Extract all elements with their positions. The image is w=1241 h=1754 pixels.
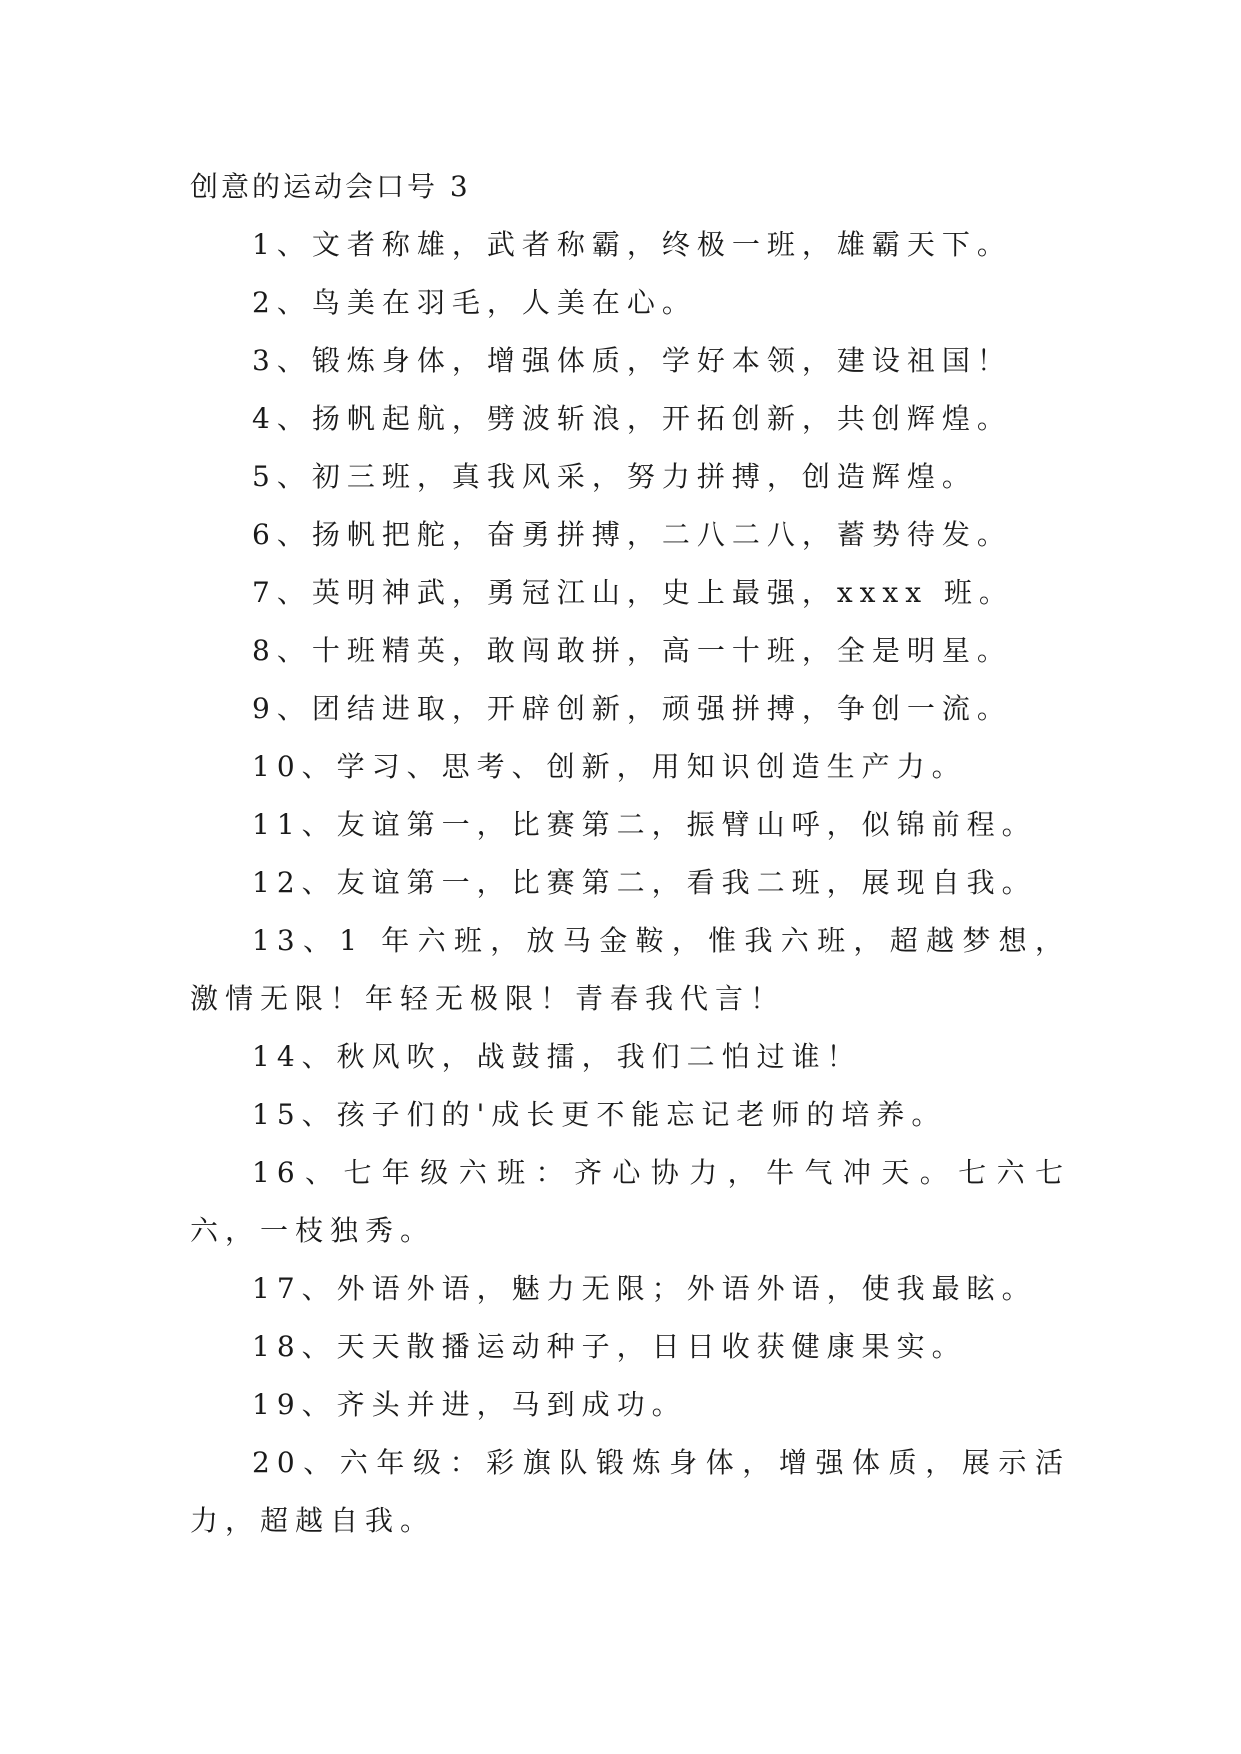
slogan-paragraph: 11、友谊第一，比赛第二，振臂山呼，似锦前程。 bbox=[252, 808, 1037, 841]
slogan-paragraph: 1、文者称雄，武者称霸，终极一班，雄霸天下。 bbox=[252, 228, 1012, 261]
slogan-paragraph: 5、初三班，真我风采，努力拼搏，创造辉煌。 bbox=[252, 460, 977, 493]
slogan-paragraph: 2、鸟美在羽毛，人美在心。 bbox=[252, 286, 697, 319]
slogan-paragraph: 18、天天散播运动种子，日日收获健康果实。 bbox=[252, 1330, 967, 1363]
slogan-paragraph: 10、学习、思考、创新，用知识创造生产力。 bbox=[252, 750, 967, 783]
document-title: 创意的运动会口号 3 bbox=[190, 170, 471, 203]
slogan-paragraph: 13、1 年六班，放马金鞍，惟我六班，超越梦想，激情无限！年轻无极限！青春我代言！ bbox=[190, 924, 1070, 1015]
slogan-paragraph: 15、孩子们的'成长更不能忘记老师的培养。 bbox=[252, 1098, 947, 1131]
slogan-paragraph: 17、外语外语，魅力无限；外语外语，使我最眩。 bbox=[252, 1272, 1037, 1305]
slogan-paragraph: 16、七年级六班：齐心协力，牛气冲天。七六七六，一枝独秀。 bbox=[190, 1156, 1070, 1247]
slogan-paragraph: 8、十班精英，敢闯敢拼，高一十班，全是明星。 bbox=[252, 634, 1012, 667]
slogan-paragraph: 4、扬帆起航，劈波斩浪，开拓创新，共创辉煌。 bbox=[252, 402, 1012, 435]
document-body bbox=[190, 158, 1070, 1550]
slogan-paragraph: 12、友谊第一，比赛第二，看我二班，展现自我。 bbox=[252, 866, 1037, 899]
slogan-paragraph: 19、齐头并进，马到成功。 bbox=[252, 1388, 687, 1421]
slogan-paragraph: 6、扬帆把舵，奋勇拼搏，二八二八，蓄势待发。 bbox=[252, 518, 1012, 551]
slogan-paragraph: 20、六年级：彩旗队锻炼身体，增强体质，展示活力，超越自我。 bbox=[190, 1446, 1070, 1537]
slogan-paragraph: 9、团结进取，开辟创新，顽强拼搏，争创一流。 bbox=[252, 692, 1012, 725]
slogan-paragraph: 14、秋风吹，战鼓擂，我们二怕过谁！ bbox=[252, 1040, 862, 1073]
slogan-paragraph: 3、锻炼身体，增强体质，学好本领，建设祖国！ bbox=[252, 344, 1012, 377]
slogan-paragraph: 7、英明神武，勇冠江山，史上最强，xxxx 班。 bbox=[252, 576, 1014, 609]
